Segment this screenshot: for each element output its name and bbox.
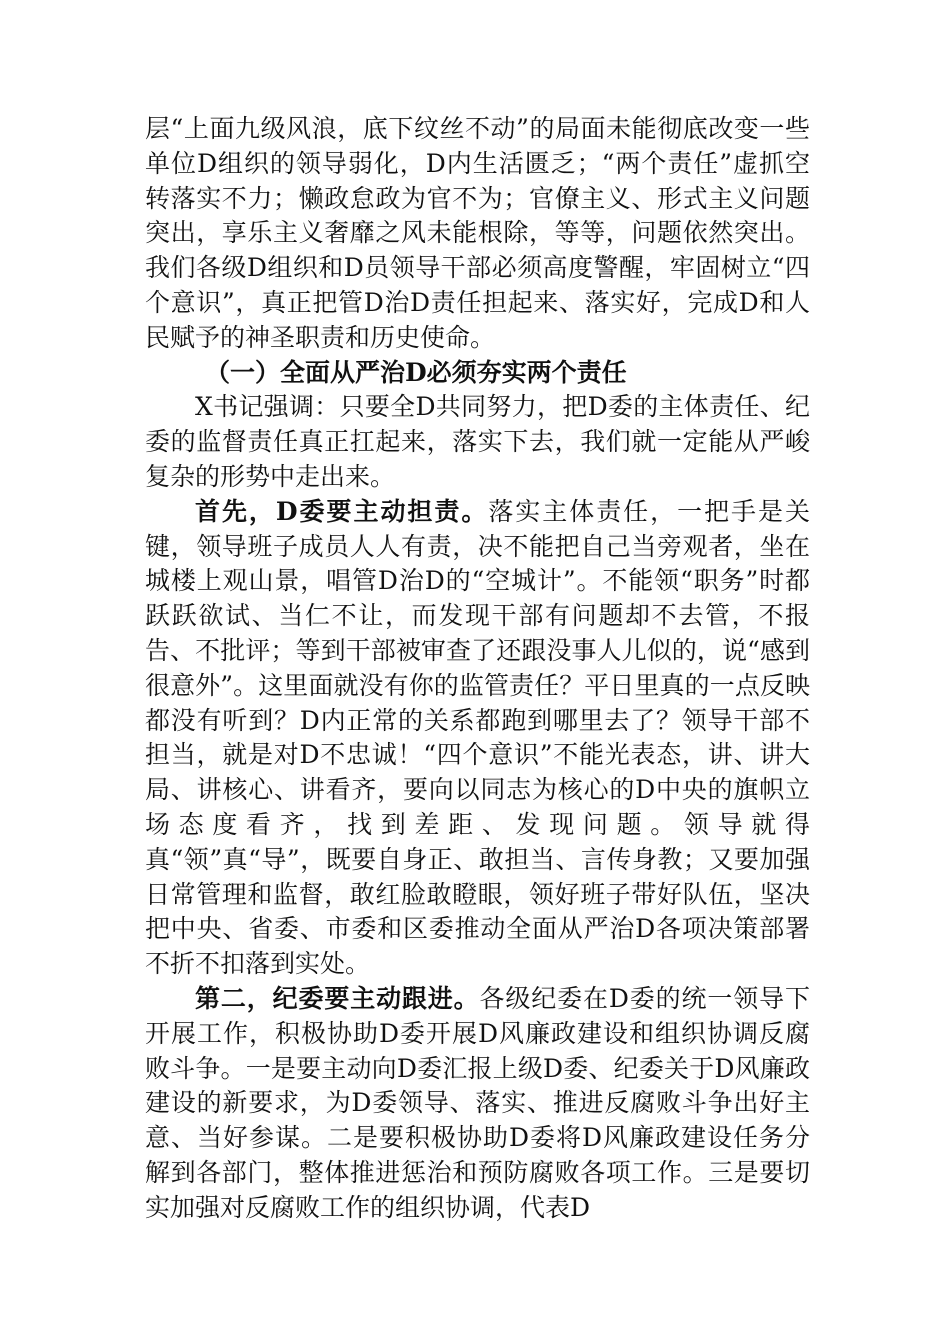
paragraph-body-second: 各级纪委在D委的统一领导下开展工作，积极协助D委开展D风廉政建设和组织协调反腐败斗争。一是要主动向D委汇报上级D委、纪委关于D风廉政建设的新要求，为D委领导、落实、推进反腐败斗争出好主意、当好参谋。二是要积极协助D委将D风廉政建设任务分解到各部门，整体推进惩治和预防腐败各项工作。三是要切实加强对反腐败工作的组织协调，代表D bbox=[145, 983, 810, 1222]
paragraph-lead-second: 第二，纪委要主动跟进。 bbox=[195, 983, 480, 1013]
paragraph-discipline-committee-responsibility bbox=[145, 982, 810, 1226]
paragraph-secretary-remarks: X书记强调：只要全D共同努力，把D委的主体责任、纪委的监督责任真正扛起来，落实下去，我们就一定能从严峻复杂的形势中走出来。 bbox=[145, 392, 810, 491]
paragraph-lead-first: 首先，D委要主动担责。 bbox=[195, 496, 489, 526]
paragraph-party-committee-responsibility bbox=[145, 495, 810, 982]
section-heading: （一）全面从严治D必须夯实两个责任 bbox=[205, 357, 627, 387]
paragraph-body-first: 落实主体责任，一把手是关键，领导班子成员人人有责，决不能把自己当旁观者，坐在城楼上观山景，唱管D治D的“空城计”。不能领“职务”时都跃跃欲试、当仁不让，而发现干部有问题却不去管，不报告、不批评；等到干部被审查了还跟没事人儿似的，说“感到很意外”。这里面就没有你的监管责任？平日里真的一点反映都没有听到？D内正常的关系都跑到哪里去了？领导干部不担当，就是对D不忠诚！“四个意识”不能光表态，讲、讲大局、讲核心、讲看齐，要向以同志为核心的D中央的旗帜立场态度看齐，找到差距、发现问题。领导就得真“领”真“导”，既要自身正、敢担当、言传身教；又要加强日常管理和监督，敢红脸敢瞪眼，领好班子带好队伍，坚决把中央、省委、市委和区委推动全面从严治D各项决策部署不折不扣落到实处。 bbox=[145, 496, 810, 979]
document-body bbox=[145, 112, 810, 1226]
paragraph-continued: 层“上面九级风浪，底下纹丝不动”的局面未能彻底改变一些单位D组织的领导弱化，D内生活匮乏；“两个责任”虚抓空转落实不力；懒政怠政为官不为；官僚主义、形式主义问题突出，享乐主义奢靡之风未能根除，等等，问题依然突出。我们各级D组织和D员领导干部必须高度警醒，牢固树立“四个意识”，真正把管D治D责任担起来、落实好，完成D和人民赋予的神圣职责和历史使命。 bbox=[145, 114, 810, 352]
